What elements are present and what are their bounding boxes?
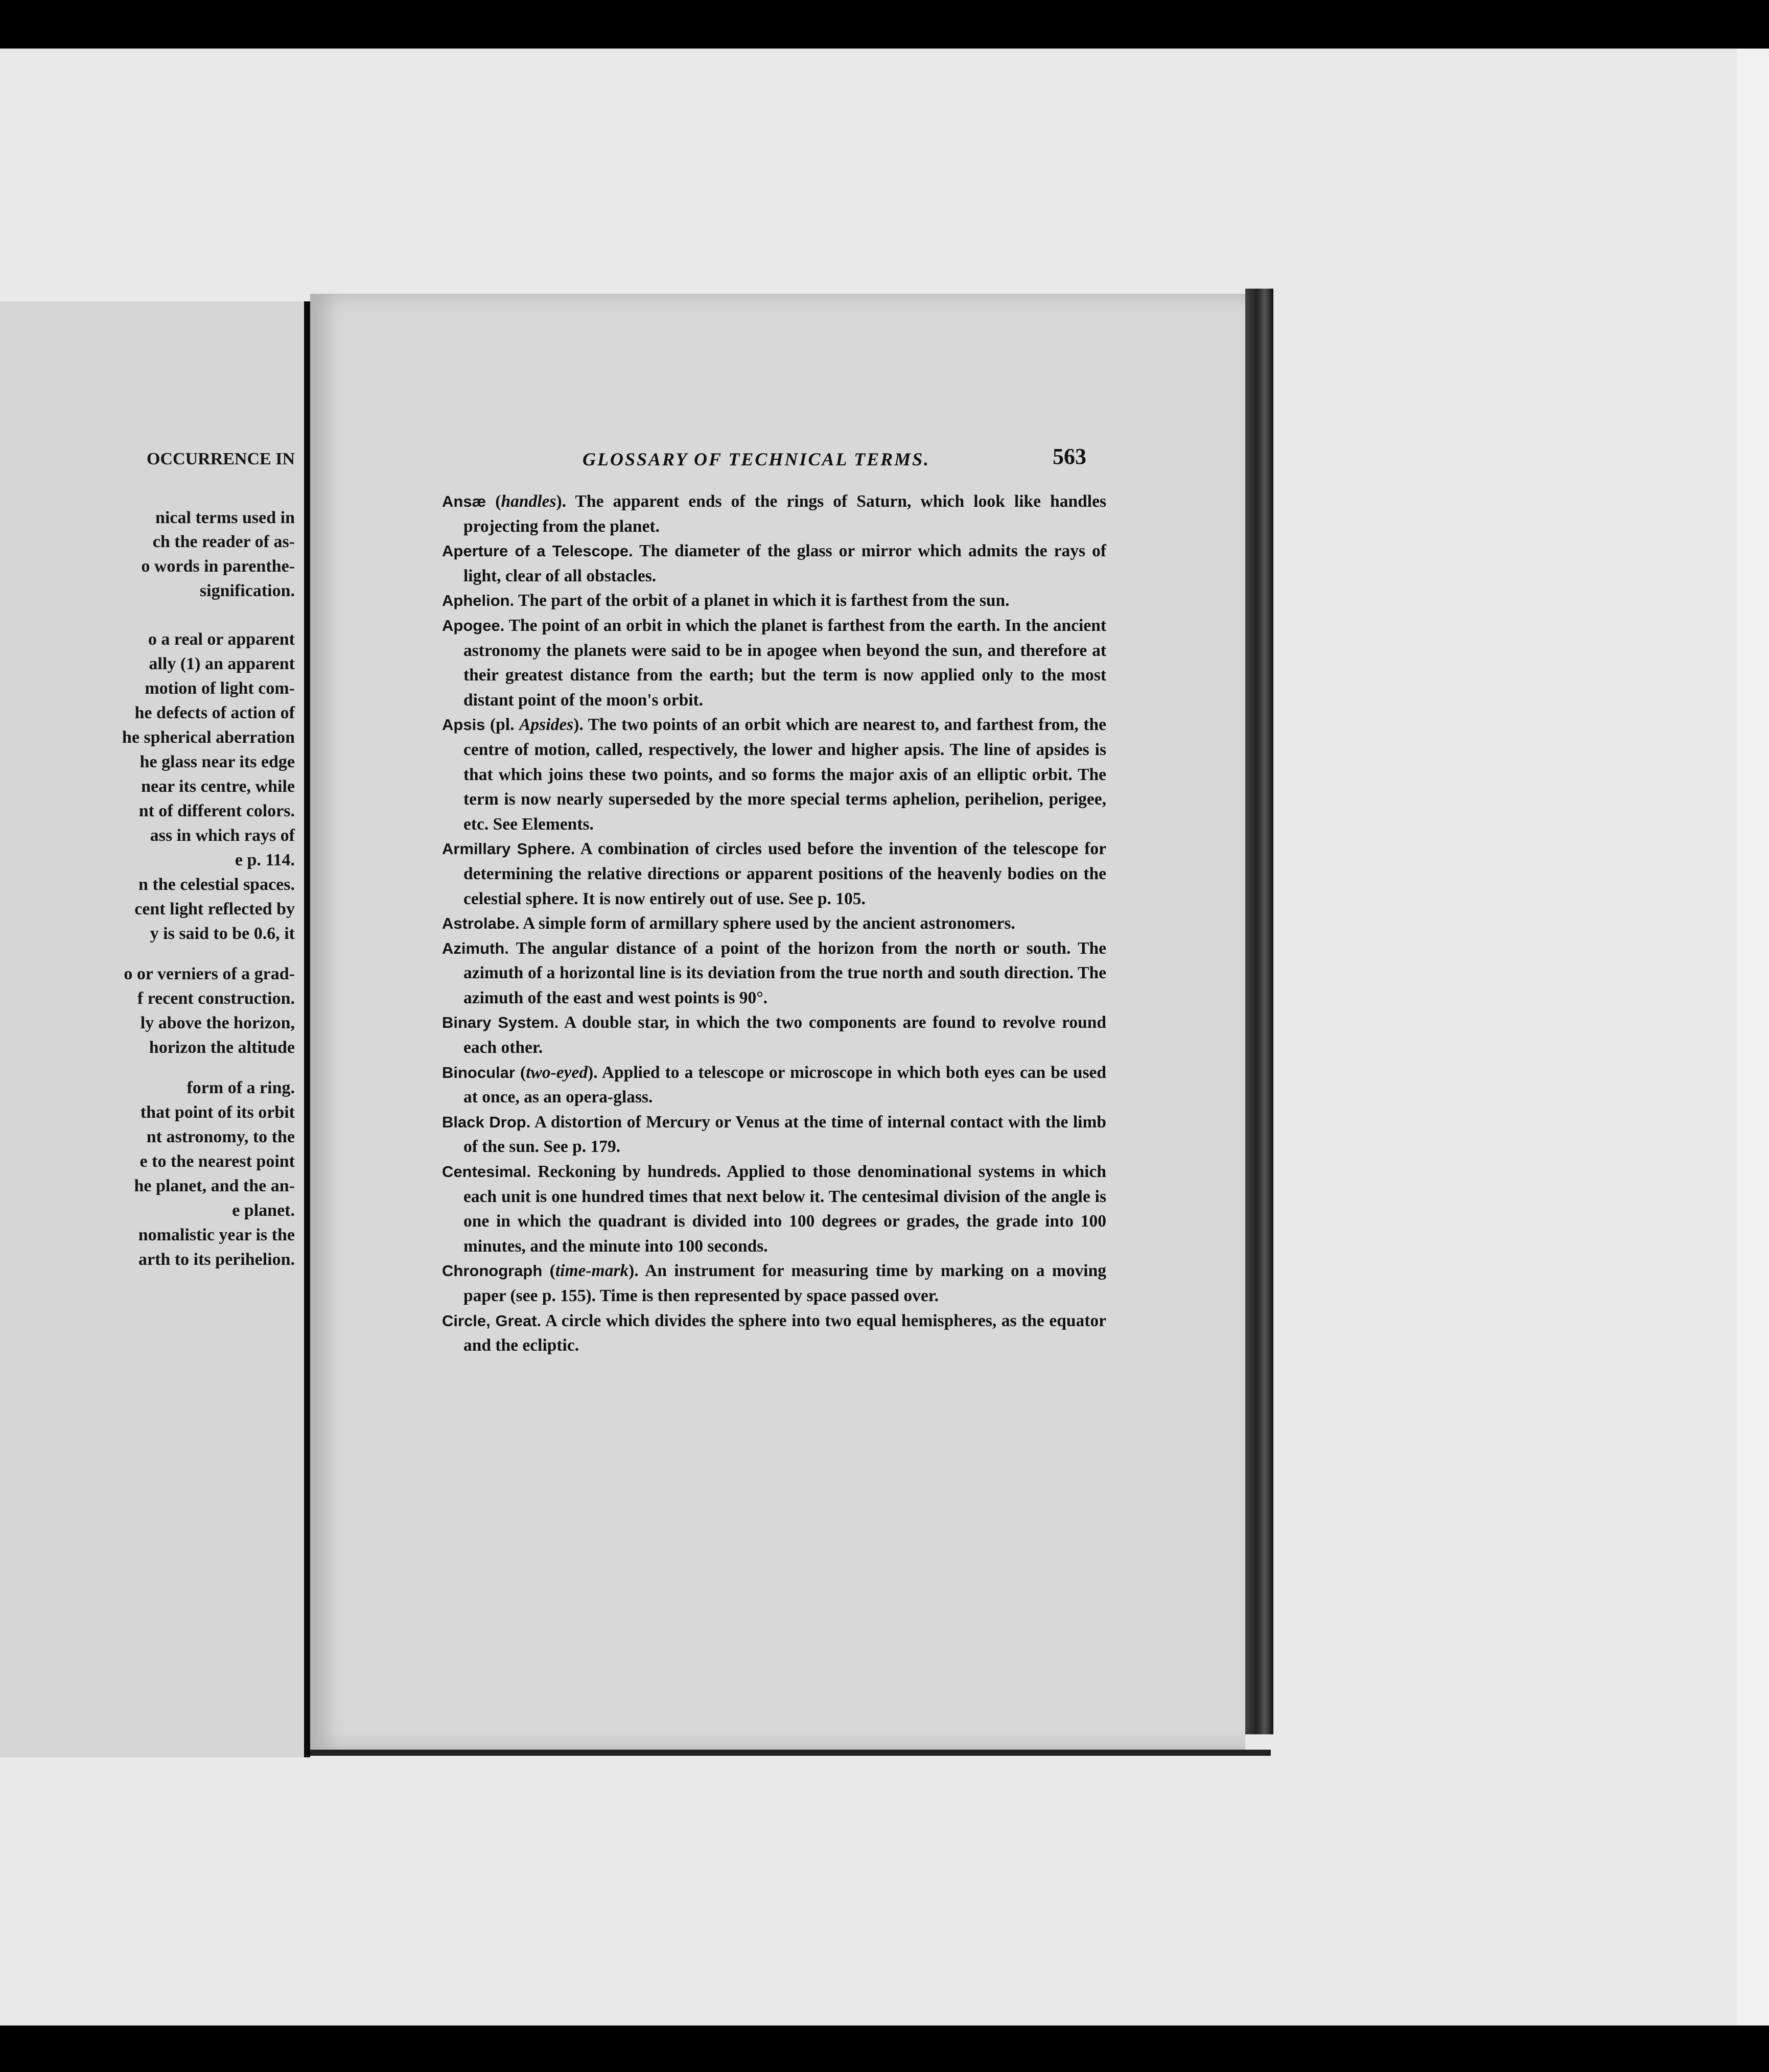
glossary-term: Circle, Great. <box>442 1311 542 1330</box>
glossary-term: Aperture of a Telescope. <box>442 542 633 560</box>
glossary-definition: Reckoning by hundreds. Applied to those denominational systems in which each unit is one hundred times that next below it. The centesimal division of the angle is one in which the quadrant is divided into 100 degrees or grades, the grade into 100 minutes, and the minute into 100 seconds. <box>463 1162 1106 1256</box>
gloss-close: ). <box>556 492 566 511</box>
glossary-definition: The diameter of the glass or mirror which admits the rays of light, clear of all obstacles. <box>463 541 1106 585</box>
glossary-definition: The point of an orbit in which the planet is farthest from the earth. In the ancient astronomy the planets were said to be in apogee when beyond the sun, and therefore at their greatest distance from the earth; but the term is now applied only to the most distant point of the moon's orbit. <box>463 616 1106 710</box>
left-page-line: o words in parenthe- <box>141 557 295 576</box>
left-page-line: near its centre, while <box>141 777 295 796</box>
glossary-term: Binocular <box>442 1063 515 1081</box>
left-page-line: he spherical aberration <box>122 728 295 747</box>
left-page-line: ly above the horizon, <box>140 1014 295 1032</box>
left-page-line: f recent construction. <box>137 989 295 1008</box>
running-title: GLOSSARY OF TECHNICAL TERMS. <box>583 449 930 469</box>
left-page-line: he planet, and the an- <box>134 1176 295 1195</box>
left-page-line: ass in which rays of <box>150 826 295 845</box>
left-page-line: nical terms used in <box>155 508 295 527</box>
gloss-open: (pl. <box>485 715 520 735</box>
glossary-gloss: two-eyed <box>526 1063 588 1082</box>
glossary-definition: A simple form of armillary sphere used by the ancient astronomers. <box>519 914 1015 933</box>
glossary-term: Azimuth. <box>442 939 509 957</box>
left-page-line: ally (1) an apparent <box>149 654 295 673</box>
left-page-line: OCCURRENCE IN <box>147 450 295 468</box>
glossary-entry <box>442 539 1106 588</box>
glossary-definition: Applied to a telescope or microscope in which both eyes can be used at once, as an opera-glass. <box>463 1063 1106 1107</box>
left-page-line: nt of different colors. <box>138 802 295 820</box>
left-page-line: that point of its orbit <box>140 1103 295 1122</box>
left-page-line: cent light reflected by <box>134 900 295 919</box>
glossary-entry <box>442 936 1106 1011</box>
glossary-body <box>442 489 1106 1358</box>
glossary-definition: A combination of circles used before the invention of the telescope for determining the relative directions or apparent positions of the heavenly bodies on the celestial sphere. It is now entirely out of use. See p. 105. <box>463 839 1107 908</box>
glossary-term: Armillary Sphere. <box>442 840 575 858</box>
book-gutter <box>304 301 310 1757</box>
glossary-term: Aphelion. <box>442 592 515 610</box>
glossary-gloss: Apsides <box>519 715 574 735</box>
left-page-line: nomalistic year is the <box>138 1226 295 1244</box>
left-page-line: horizon the altitude <box>149 1038 295 1057</box>
left-page-line: he glass near its edge <box>139 752 295 771</box>
glossary-term: Ansæ <box>442 492 486 510</box>
glossary-definition: A double star, in which the two components are found to revolve round each other. <box>463 1013 1106 1057</box>
glossary-definition: The apparent ends of the rings of Saturn, which look like handles projecting from the planet. <box>463 492 1107 536</box>
glossary-term: Black Drop. <box>442 1113 531 1131</box>
glossary-entry <box>442 1061 1106 1110</box>
gloss-close: ). <box>573 715 584 735</box>
glossary-entry <box>442 911 1106 936</box>
glossary-gloss: handles <box>501 492 556 511</box>
glossary-term: Apsis <box>442 716 485 734</box>
left-page-line: he defects of action of <box>134 703 295 722</box>
glossary-entry <box>442 1010 1106 1060</box>
scan-edge <box>1737 49 1769 2026</box>
left-page-line: y is said to be 0.6, it <box>150 924 295 943</box>
glossary-definition: The two points of an orbit which are nearest to, and farthest from, the centre of motion, called, respectively, the lower and higher apsis. The line of apsides is that which joins these two points, and so forms the major axis of an elliptic orbit. The term is now nearly superseded by the more special terms aphelion, perihelion, perigee, etc. See Elements. <box>463 715 1106 834</box>
glossary-definition: A distortion of Mercury or Venus at the time of internal contact with the limb of the sun. See p. 179. <box>463 1112 1106 1157</box>
gloss-open: ( <box>486 492 501 511</box>
gloss-close: ). <box>588 1063 598 1082</box>
page-number: 563 <box>1053 444 1086 469</box>
glossary-entry <box>442 614 1106 713</box>
left-page-line: nt astronomy, to the <box>146 1127 295 1146</box>
glossary-gloss: time-mark <box>555 1261 629 1281</box>
glossary-term: Apogee. <box>442 616 505 634</box>
glossary-entry <box>442 713 1106 837</box>
glossary-term: Binary System. <box>442 1014 559 1032</box>
glossary-entry <box>442 1160 1106 1259</box>
glossary-definition: A circle which divides the sphere into two equal hemispheres, as the equator and the ecliptic. <box>463 1311 1106 1355</box>
left-page-line: signification. <box>199 581 295 600</box>
left-page-line: n the celestial spaces. <box>138 875 295 894</box>
glossary-definition: An instrument for measuring time by marking on a moving paper (see p. 155). Time is then represented by space passed over. <box>463 1261 1106 1305</box>
glossary-definition: The part of the orbit of a planet in which it is farthest from the sun. <box>514 591 1010 610</box>
glossary-entry <box>442 1309 1106 1358</box>
gloss-open: ( <box>515 1063 526 1082</box>
glossary-definition: The angular distance of a point of the horizon from the north or south. The azimuth of a horizontal line is its deviation from the true north and south direction. The azimuth of the east and west points is 90°. <box>463 938 1106 1007</box>
left-page-line: o or verniers of a grad- <box>124 964 295 983</box>
glossary-entry <box>442 837 1106 911</box>
left-page-line: e planet. <box>232 1201 295 1220</box>
glossary-entry <box>442 489 1106 539</box>
left-page-line: o a real or apparent <box>148 630 295 649</box>
left-page-line: e p. 114. <box>235 851 295 869</box>
left-page-line: form of a ring. <box>187 1078 295 1097</box>
left-page-line: e to the nearest point <box>139 1152 295 1171</box>
left-page-line: arth to its perihelion. <box>138 1250 295 1269</box>
glossary-term: Chronograph <box>442 1262 543 1280</box>
page-block-edge <box>1245 289 1273 1734</box>
glossary-entry <box>442 588 1106 614</box>
left-page-line: motion of light com- <box>145 679 295 698</box>
left-page-line: ch the reader of as- <box>152 532 295 551</box>
page-bottom-edge <box>310 1750 1271 1756</box>
gloss-close: ). <box>629 1261 639 1281</box>
glossary-term: Astrolabe. <box>442 914 520 933</box>
gloss-open: ( <box>542 1261 555 1281</box>
glossary-term: Centesimal. <box>442 1163 531 1181</box>
glossary-entry <box>442 1259 1106 1308</box>
glossary-entry <box>442 1110 1106 1160</box>
left-page <box>0 301 304 1757</box>
